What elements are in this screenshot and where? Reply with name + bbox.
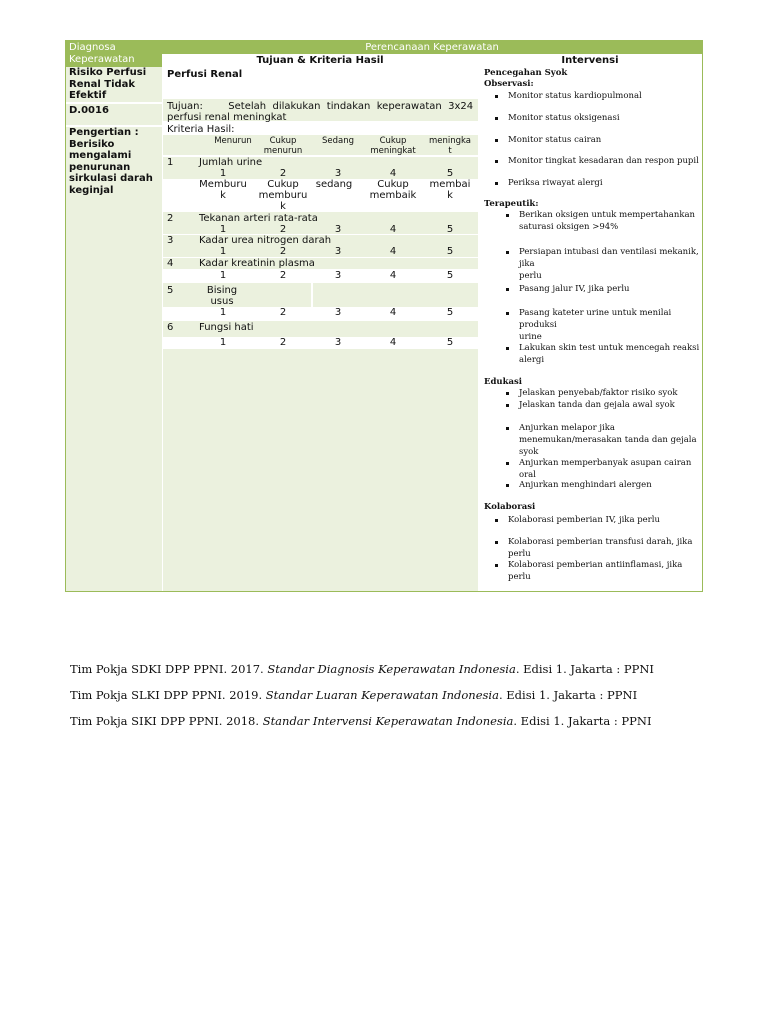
reference-publisher: . Edisi 1. Jakarta : PPNI: [513, 714, 652, 728]
terapeutik-line: Persiapan intubasi dan ventilasi mekanik, jika: [519, 247, 699, 269]
score-1: 1: [219, 337, 227, 348]
edukasi-item: [519, 422, 701, 458]
scale-header2-3: [309, 179, 359, 190]
score-3: 3: [334, 337, 342, 348]
item-name: Tekanan arteri rata-rata: [199, 213, 318, 224]
kolaborasi-item: Kolaborasi pemberian antiinflamasi, jika perlu: [508, 560, 683, 582]
bullet-icon: [506, 214, 509, 217]
scale-header2-text: memburu: [258, 190, 308, 201]
score-1: 1: [219, 307, 227, 318]
item-number: 4: [167, 258, 174, 269]
terapeutik-line: Lakukan skin test untuk mencegah reaksi: [519, 343, 700, 353]
scale-header-text: Cukup: [379, 136, 407, 146]
scale-header-1: [208, 136, 258, 146]
reference-1: [70, 662, 654, 676]
reference-2: [70, 688, 637, 702]
bullet-icon: [506, 347, 509, 350]
score-4: 4: [389, 224, 397, 235]
terapeutik-item: [519, 246, 701, 282]
scale-header-text: Cukup: [269, 136, 297, 146]
score-5: 5: [446, 270, 454, 281]
reference-title: Standar Luaran Keperawatan Indonesia: [265, 688, 499, 702]
reference-author: Tim Pokja SIKI DPP PPNI. 2018.: [70, 714, 263, 728]
terapeutik-line: Pasang jalur IV, jika perlu: [519, 284, 630, 294]
nursing-care-plan-table: [65, 40, 703, 592]
scale-header-5: [425, 136, 475, 156]
observasi-item: Monitor status cairan: [508, 135, 602, 145]
bullet-icon: [495, 139, 498, 142]
terapeutik-line: perlu: [519, 271, 542, 281]
scale-header2-text: Cukup: [267, 179, 299, 190]
tujuan-header: Tujuan & Kriteria Hasil: [256, 55, 384, 66]
bullet-icon: [495, 160, 498, 163]
score-2: 2: [279, 270, 287, 281]
diagnosa-header-line2: Keperawatan: [69, 54, 135, 65]
edukasi-line: Anjurkan melapor jika: [519, 423, 615, 433]
score-3: 3: [334, 168, 342, 179]
diagnosis-code: D.0016: [69, 105, 109, 116]
item-name: Fungsi hati: [199, 322, 254, 333]
bullet-icon: [506, 312, 509, 315]
item-name: [199, 285, 245, 307]
score-5: 5: [446, 168, 454, 179]
edukasi-line: menemukan/merasakan tanda dan gejala syok: [519, 435, 697, 457]
edukasi-line: Jelaskan tanda dan gejala awal syok: [519, 400, 675, 410]
score-2: 2: [279, 168, 287, 179]
terapeutik-line: alergi: [519, 355, 545, 365]
definition-line: keginjal: [69, 184, 114, 196]
item-number: 1: [167, 157, 174, 168]
terapeutik-item: [519, 209, 695, 233]
item-number: 2: [167, 213, 174, 224]
edukasi-label: Edukasi: [484, 377, 523, 387]
observasi-item: Monitor tingkat kesadaran dan respon pupil: [508, 156, 699, 166]
diagnosis-title: [69, 67, 159, 102]
observasi-item: Monitor status oksigenasi: [508, 113, 620, 123]
scale-header2-2: [258, 179, 308, 212]
definition-line: sirkulasi darah: [69, 173, 153, 184]
bullet-icon: [495, 564, 498, 567]
bullet-icon: [495, 182, 498, 185]
bullet-icon: [506, 288, 509, 291]
terapeutik-item: [519, 307, 701, 343]
bullet-icon: [495, 519, 498, 522]
edukasi-line: Jelaskan penyebab/faktor risiko syok: [519, 388, 678, 398]
score-1: 1: [219, 168, 227, 179]
edukasi-item: [519, 387, 678, 399]
score-4: 4: [389, 246, 397, 257]
score-1: 1: [219, 246, 227, 257]
terapeutik-item: [519, 283, 630, 295]
definition-line: mengalami: [69, 150, 132, 161]
definition-label: Pengertian :: [69, 127, 139, 138]
score-4: 4: [389, 307, 397, 318]
scale-header-4: [363, 136, 423, 156]
terapeutik-line: Berikan oksigen untuk mempertahankan: [519, 210, 696, 220]
bullet-icon: [506, 251, 509, 254]
score-3: 3: [334, 307, 342, 318]
edukasi-item: [519, 399, 675, 411]
score-3: 3: [334, 224, 342, 235]
scale-header2-1: [198, 179, 248, 201]
outcome-column: [163, 67, 478, 591]
reference-title: Standar Diagnosis Keperawatan Indonesia: [267, 662, 516, 676]
scale-header-text: menurun: [263, 146, 303, 156]
scale-header2-text: Memburu: [199, 179, 247, 190]
score-3: 3: [334, 270, 342, 281]
scale-header2-text: sedang: [315, 179, 353, 190]
bullet-icon: [506, 404, 509, 407]
terapeutik-line: Pasang kateter urine untuk menilai produksi: [519, 308, 672, 330]
criteria-label: Kriteria Hasil:: [167, 124, 235, 135]
edukasi-item: [519, 479, 652, 491]
score-4: 4: [389, 270, 397, 281]
reference-author: Tim Pokja SDKI DPP PPNI. 2017.: [70, 662, 268, 676]
observasi-item: Monitor status kardiopulmonal: [508, 91, 642, 101]
edukasi-line: Anjurkan memperbanyak asupan cairan oral: [519, 458, 692, 480]
item-5-band-right: [313, 283, 478, 307]
bullet-icon: [495, 95, 498, 98]
score-5: 5: [446, 246, 454, 257]
reference-publisher: . Edisi 1. Jakarta : PPNI: [515, 662, 654, 676]
edukasi-line: Anjurkan menghindari alergen: [519, 480, 652, 490]
outcome-title: Perfusi Renal: [167, 69, 243, 80]
goal-line-2: perfusi renal meningkat: [167, 112, 287, 123]
reference-3: [70, 714, 652, 728]
definition-line: penurunan: [69, 161, 131, 173]
intervention-title: Pencegahan Syok: [484, 68, 568, 78]
item-number: 3: [167, 235, 174, 246]
scale-header-text: Sedang: [321, 136, 354, 146]
perencanaan-header: Perencanaan Keperawatan: [365, 42, 499, 53]
score-2: 2: [279, 337, 287, 348]
bullet-icon: [506, 392, 509, 395]
bullet-icon: [506, 427, 509, 430]
scale-header2-text: k: [447, 190, 453, 201]
reference-author: Tim Pokja SLKI DPP PPNI. 2019.: [70, 688, 266, 702]
diagnosa-header: [66, 41, 162, 67]
score-2: 2: [279, 307, 287, 318]
bullet-icon: [506, 462, 509, 465]
kolaborasi-item: Kolaborasi pemberian IV, jika perlu: [508, 515, 660, 525]
score-3: 3: [334, 246, 342, 257]
scale-header-text: t: [448, 146, 452, 156]
scale-header2-text: membaik: [369, 190, 417, 201]
scale-header2-text: membai: [429, 179, 471, 190]
score-5: 5: [446, 307, 454, 318]
bullet-icon: [506, 484, 509, 487]
scale-header2-4: [363, 179, 423, 201]
definition-line: Berisiko: [69, 138, 115, 150]
terapeutik-line: urine: [519, 332, 542, 342]
outcome-filler-band: [163, 349, 478, 591]
score-4: 4: [389, 168, 397, 179]
score-2: 2: [279, 246, 287, 257]
item-name: Kadar kreatinin plasma: [199, 258, 315, 269]
kolaborasi-item: Kolaborasi pemberian transfusi darah, jika perlu: [508, 537, 693, 559]
diagnosis-column: [66, 67, 162, 591]
scale-header2-text: Cukup: [377, 179, 409, 190]
terapeutik-line: saturasi oksigen >94%: [519, 222, 619, 232]
item-name-line: usus: [210, 296, 234, 307]
reference-publisher: . Edisi 1. Jakarta : PPNI: [498, 688, 638, 702]
edukasi-item: [519, 457, 701, 481]
item-number: 5: [167, 285, 174, 296]
scale-header-2: [258, 136, 308, 156]
definition: [69, 127, 159, 196]
scale-header-text: Menurun: [214, 136, 252, 146]
score-1: 1: [219, 270, 227, 281]
item-number: 6: [167, 322, 174, 333]
intervention-column: [479, 67, 701, 591]
diagnosa-header-line1: Diagnosa: [69, 42, 116, 53]
subheader-row: [162, 54, 702, 67]
score-5: 5: [446, 224, 454, 235]
scale-header2-5: [425, 179, 475, 201]
observasi-label: Observasi:: [484, 79, 534, 89]
bullet-icon: [495, 117, 498, 120]
score-4: 4: [389, 337, 397, 348]
item-name-line: Bising: [206, 285, 238, 296]
bullet-icon: [495, 541, 498, 544]
score-1: 1: [219, 224, 227, 235]
scale-header2-text: k: [280, 201, 286, 212]
scale-header-text: meningka: [428, 136, 472, 146]
score-5: 5: [446, 337, 454, 348]
item-name: Jumlah urine: [199, 157, 263, 168]
score-2: 2: [279, 224, 287, 235]
item-name: Kadar urea nitrogen darah: [199, 235, 332, 246]
scale-header2-text: k: [220, 190, 226, 201]
scale-header-text: meningkat: [370, 146, 416, 156]
diagnosis-title-line: Efektif: [69, 90, 107, 101]
terapeutik-label: Terapeutik:: [484, 199, 539, 209]
diagnosis-title-line: Renal Tidak: [69, 78, 136, 90]
scale-header-3: [313, 136, 363, 146]
intervensi-header: Intervensi: [561, 55, 619, 66]
row-divider: [66, 102, 162, 104]
goal-line-1: Tujuan: Setelah dilakukan tindakan keperawatan 3x24: [167, 101, 474, 112]
kolaborasi-label: Kolaborasi: [484, 502, 536, 512]
observasi-item: Periksa riwayat alergi: [508, 178, 603, 188]
reference-title: Standar Intervensi Keperawatan Indonesia: [262, 714, 514, 728]
diagnosis-title-line: Risiko Perfusi: [69, 67, 147, 78]
terapeutik-item: [519, 342, 699, 366]
